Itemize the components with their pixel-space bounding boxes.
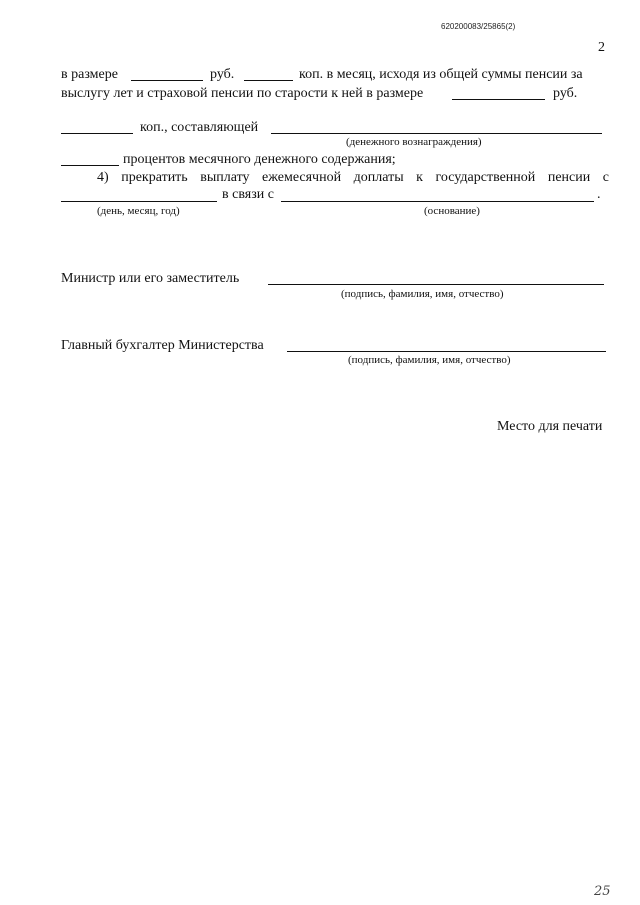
document-id: 620200083/25865(2) (441, 22, 516, 31)
text-period: . (597, 187, 601, 202)
seal-place-label: Место для печати (497, 419, 603, 434)
blank-percent (61, 165, 119, 166)
caption-date: (день, месяц, год) (97, 205, 180, 217)
accountant-caption: (подпись, фамилия, имя, отчество) (348, 354, 511, 366)
blank-total-pension (452, 99, 545, 100)
text-kop-per-month: коп. в месяц, исходя из общей суммы пенсии за (299, 67, 583, 82)
blank-rub-amount (131, 80, 203, 81)
blank-kop-amount (244, 80, 293, 81)
page-number: 2 (598, 40, 605, 55)
accountant-signature-line (287, 351, 606, 352)
text-percent-salary: процентов месячного денежного содержания; (123, 152, 396, 167)
blank-remuneration (271, 133, 602, 134)
text-rub: руб. (210, 67, 235, 82)
text-item-4: 4) прекратить выплату ежемесячной доплаты к государственной пенсии с (97, 170, 609, 185)
text-in-connection: в связи с (222, 187, 274, 202)
blank-date (61, 201, 217, 202)
caption-basis: (основание) (424, 205, 480, 217)
handwritten-page-mark: 25 (594, 884, 611, 899)
blank-basis (281, 201, 594, 202)
caption-remuneration: (денежного вознаграждения) (346, 136, 482, 148)
blank-kop-2 (61, 133, 133, 134)
text-in-amount: в размере (61, 67, 118, 82)
text-rub-2: руб. (553, 86, 578, 101)
text-seniority-pension: выслугу лет и страховой пенсии по старости к ней в размере (61, 86, 424, 101)
text-kop-constituting: коп., составляющей (140, 120, 259, 135)
minister-signature-line (268, 284, 604, 285)
minister-label: Министр или его заместитель (61, 271, 240, 286)
minister-caption: (подпись, фамилия, имя, отчество) (341, 288, 504, 300)
accountant-label: Главный бухгалтер Министерства (61, 338, 264, 353)
